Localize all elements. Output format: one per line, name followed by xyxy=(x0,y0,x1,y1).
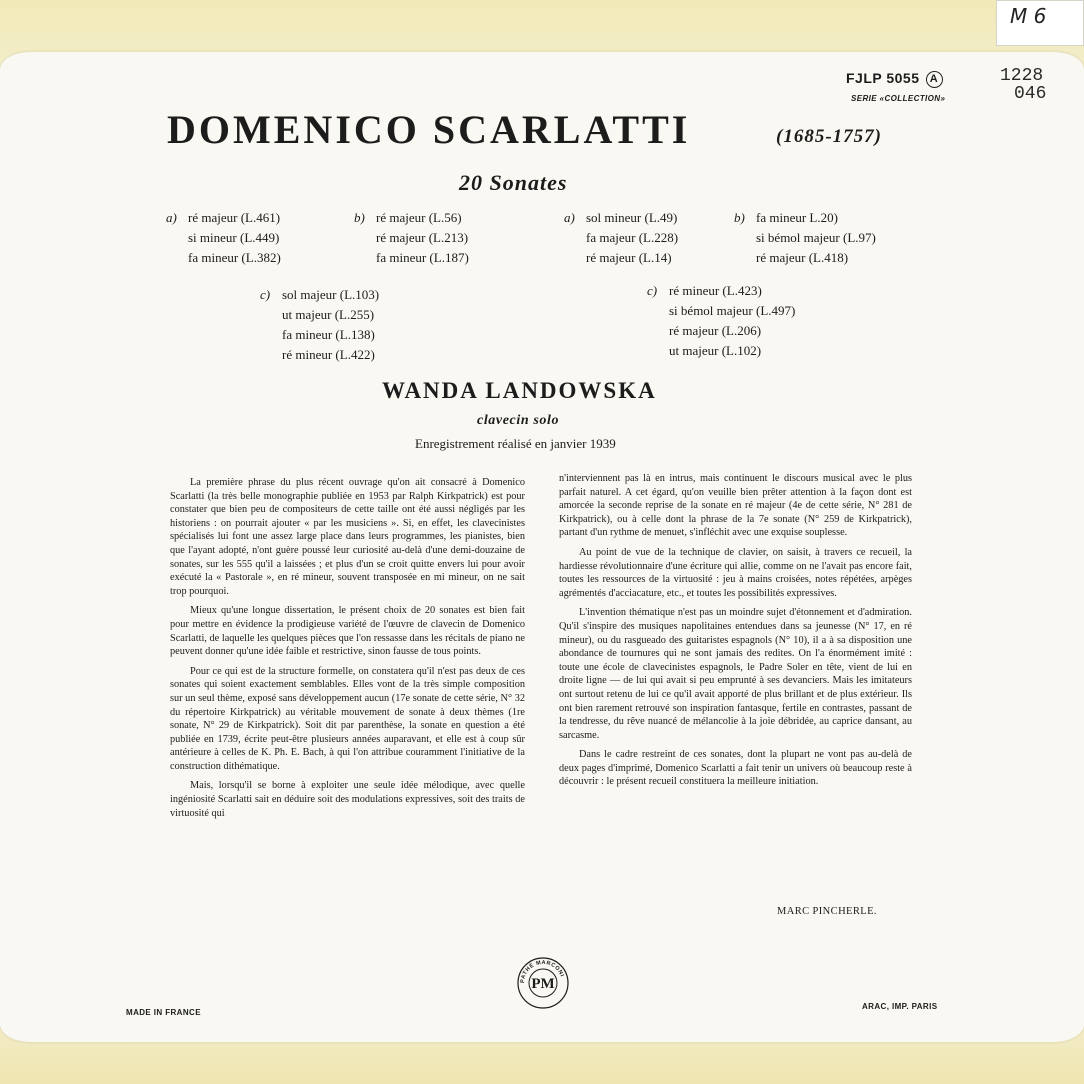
sonata-row xyxy=(188,228,281,248)
sonata-item: ré majeur (L.461) xyxy=(188,210,281,225)
liner-notes-left xyxy=(170,476,525,826)
sonata-row xyxy=(756,228,876,248)
sonata-item: ré majeur (L.213) xyxy=(376,230,469,245)
series-label: SERIE «COLLECTION» xyxy=(851,94,946,103)
handwritten-note: M 6 xyxy=(1010,4,1047,28)
catalog-number-text: FJLP 5055 xyxy=(846,70,920,86)
paragraph: n'interviennent pas là en intrus, mais continuent le discours musical avec le plus parfait naturel. A cet égard, qu'on veuille bien prêter attention à la façon dont est amorcée la seconde reprise de la sonate en ré majeur (4e de cette série, N° 281 de Kirkpatrick), ou à celle dont la phrase de la 7e sonate (N° 259 de Kirkpatrick), partant d'un rythme de menuet, s'infléchit avec une exquise souplesse. xyxy=(559,473,912,539)
sonata-group-2 xyxy=(354,208,469,268)
logo-ring-text: PATHÉ MARCONI xyxy=(519,959,565,984)
sonata-group-3 xyxy=(260,285,380,365)
author-signature: MARC PINCHERLE. xyxy=(777,906,877,917)
sonata-row xyxy=(586,248,678,268)
logo-letters: PM xyxy=(531,976,555,992)
album-subtitle: 20 Sonates xyxy=(459,170,568,195)
sonata-row xyxy=(282,325,379,345)
sonata-item: fa mineur (L.382) xyxy=(188,250,281,265)
sonata-row xyxy=(756,248,876,268)
sonata-item: fa majeur (L.228) xyxy=(586,230,679,245)
sonata-item: ut majeur (L.102) xyxy=(669,343,762,358)
group-mark: a) xyxy=(564,210,575,225)
sonata-row xyxy=(734,208,876,228)
sonata-item: ré mineur (L.422) xyxy=(282,347,375,362)
sonata-item: sol majeur (L.103) xyxy=(282,287,380,302)
paragraph: L'invention thématique n'est pas un moindre sujet d'étonnement et d'admiration. Qu'il s'inspire des musiques napolitaines entendues dans sa jeunesse (N° 17, en ré mineur), ou du rasgueado des guitaristes espagnols (N° 10), il a à sa disposition une abondance de tournures qui ne sont jamais des redites. On l'a énormément imité : toute une école de clavecinistes espagnols, le Padre Soler en tête, vient de lui en droite ligne — de lui qui avait si peu emprunté à ses devanciers. Mais les imitateurs ont surtout retenu de lui ce qu'il avait apporté de plus brillant et de plus extérieur. Ils ont bien rarement retrouvé son inspiration fantasque, fertile en contrastes, passant de la tendresse, du rêve nuancé de mélancolie à la joie débridée, au caprice dansant, au sarcasme. xyxy=(559,607,912,741)
group-mark: c) xyxy=(647,283,658,298)
paragraph: Pour ce qui est de la structure formelle, on constatera qu'il n'est pas deux de ces sonates qui soient exactement semblables. Elles vont de la très simple composition sur un seul thème, exposé sans développement aucun (17e sonate de cette série, N° 32 du répertoire Kirkpatrick) au véritable mouvement de sonate à deux thèmes (1re sonate, N° 29 de Kirkpatrick). Soit dit par parenthèse, la sonate en question a été publiée en 1739, écrite peut-être plusieurs années auparavant, et elle est à coup sûr antérieure à celles de K. Ph. E. Bach, à qui l'on attribue couramment l'initiative de la construction dithématique. xyxy=(170,665,525,772)
group-mark: b) xyxy=(354,210,365,225)
sonata-item: fa mineur L.20) xyxy=(756,210,838,225)
liner-notes-right xyxy=(559,472,912,795)
sonata-item: fa mineur (L.138) xyxy=(282,327,375,342)
paragraph: Mieux qu'une longue dissertation, le présent choix de 20 sonates est bien fait pour mettre en évidence la prodigieuse variété de l'œuvre de clavecin de Domenico Scarlatti, de laquelle les quelques pièces que l'on ressasse dans les récitals de piano ne peuvent donner qu'une idée faible et restrictive, sinon fausse de tous points. xyxy=(170,605,525,658)
catalog-number xyxy=(846,70,943,88)
sonata-item: sol mineur (L.49) xyxy=(586,210,678,225)
sonata-row xyxy=(669,301,795,321)
group-mark: c) xyxy=(260,287,271,302)
back-cover xyxy=(0,52,1084,1042)
sonata-row xyxy=(669,321,795,341)
sonata-row xyxy=(564,208,678,228)
group-mark: b) xyxy=(734,210,745,225)
typed-number-1: 1228 xyxy=(1000,66,1044,86)
sonata-row xyxy=(260,285,380,305)
label-logo-icon xyxy=(517,957,569,1009)
printer-label: ARAC, IMP. PARIS xyxy=(862,1002,938,1011)
sonata-group-1 xyxy=(166,208,281,268)
sonata-item: si bémol majeur (L.497) xyxy=(669,303,796,318)
paragraph: Mais, lorsqu'il se borne à exploiter une seule idée mélodique, avec quelle ingéniosité Scarlatti sait en déduire soit des modulations expressives, soit des traits de virtuosité qui xyxy=(170,780,525,819)
sonata-row xyxy=(376,248,469,268)
sonata-row xyxy=(354,208,469,228)
sonata-item: ré majeur (L.14) xyxy=(586,250,672,265)
sonata-item: fa mineur (L.187) xyxy=(376,250,469,265)
sonata-row xyxy=(282,345,379,365)
paragraph: La première phrase du plus récent ouvrage qu'on ait consacré à Domenico Scarlatti (la très belle monographie publiée en 1953 par Ralph Kirkpatrick) est pour constater que bien peu de compositeurs de cette taille ont été aussi négligés par les historiens : on pourrait ajouter « par les musiciens ». Si, en effet, les clavecinistes spécialisés lui font une assez large place dans leurs programmes, les pianistes, bien que l'ayant adopté, n'ont guère poussé leur curiosité au-delà d'une demi-douzaine de sonates, sur les 555 qu'il a laissées ; et plus d'un se croit quitte envers lui pour avoir exécuté la « Pastorale », en ré mineur, souvent transposée en mi mineur, on ne sait trop pourquoi. xyxy=(170,477,525,597)
sonata-group-6 xyxy=(647,281,796,361)
sonata-item: ré mineur (L.423) xyxy=(669,283,762,298)
sonata-group-5 xyxy=(734,208,876,268)
sonata-item: si mineur (L.449) xyxy=(188,230,280,245)
group-mark: a) xyxy=(166,210,177,225)
sonata-group-4 xyxy=(564,208,679,268)
sonata-row xyxy=(376,228,469,248)
paragraph: Dans le cadre restreint de ces sonates, dont la plupart ne vont pas au-delà de deux pages d'imprimé, Domenico Scarlatti a fait tenir un univers où beaucoup reste à découvrir : le présent recueil constituera la meilleure initiation. xyxy=(559,749,912,788)
recording-date: Enregistrement réalisé en janvier 1939 xyxy=(415,436,616,451)
composer-dates: (1685-1757) xyxy=(776,126,882,147)
sonata-row xyxy=(282,305,379,325)
made-in-label: MADE IN FRANCE xyxy=(126,1008,201,1017)
sonata-item: ré majeur (L.56) xyxy=(376,210,462,225)
sonata-item: ré majeur (L.206) xyxy=(669,323,762,338)
sonata-item: si bémol majeur (L.97) xyxy=(756,230,876,245)
composer-title: DOMENICO SCARLATTI xyxy=(167,107,691,152)
typed-number-2: 046 xyxy=(1014,84,1047,104)
sonata-item: ut majeur (L.255) xyxy=(282,307,375,322)
sonata-row xyxy=(647,281,795,301)
sonata-item: ré majeur (L.418) xyxy=(756,250,849,265)
circle-letter: A xyxy=(926,71,943,88)
sonata-row xyxy=(669,341,795,361)
paragraph: Au point de vue de la technique de clavier, on saisit, à travers ce recueil, la hardiesse révolutionnaire d'une écriture qui allie, comme on ne l'avait pas encore fait, toutes les ressources de la virtuosité : jeu à mains croisées, notes répétées, arpèges agrémentés d'acciacature, etc., et toutes les possibilités expressives. xyxy=(559,546,912,599)
sonata-row xyxy=(586,228,678,248)
instrument: clavecin solo xyxy=(477,413,560,428)
performer-name: WANDA LANDOWSKA xyxy=(382,378,657,403)
sonata-row xyxy=(188,248,281,268)
sonata-row xyxy=(166,208,281,228)
